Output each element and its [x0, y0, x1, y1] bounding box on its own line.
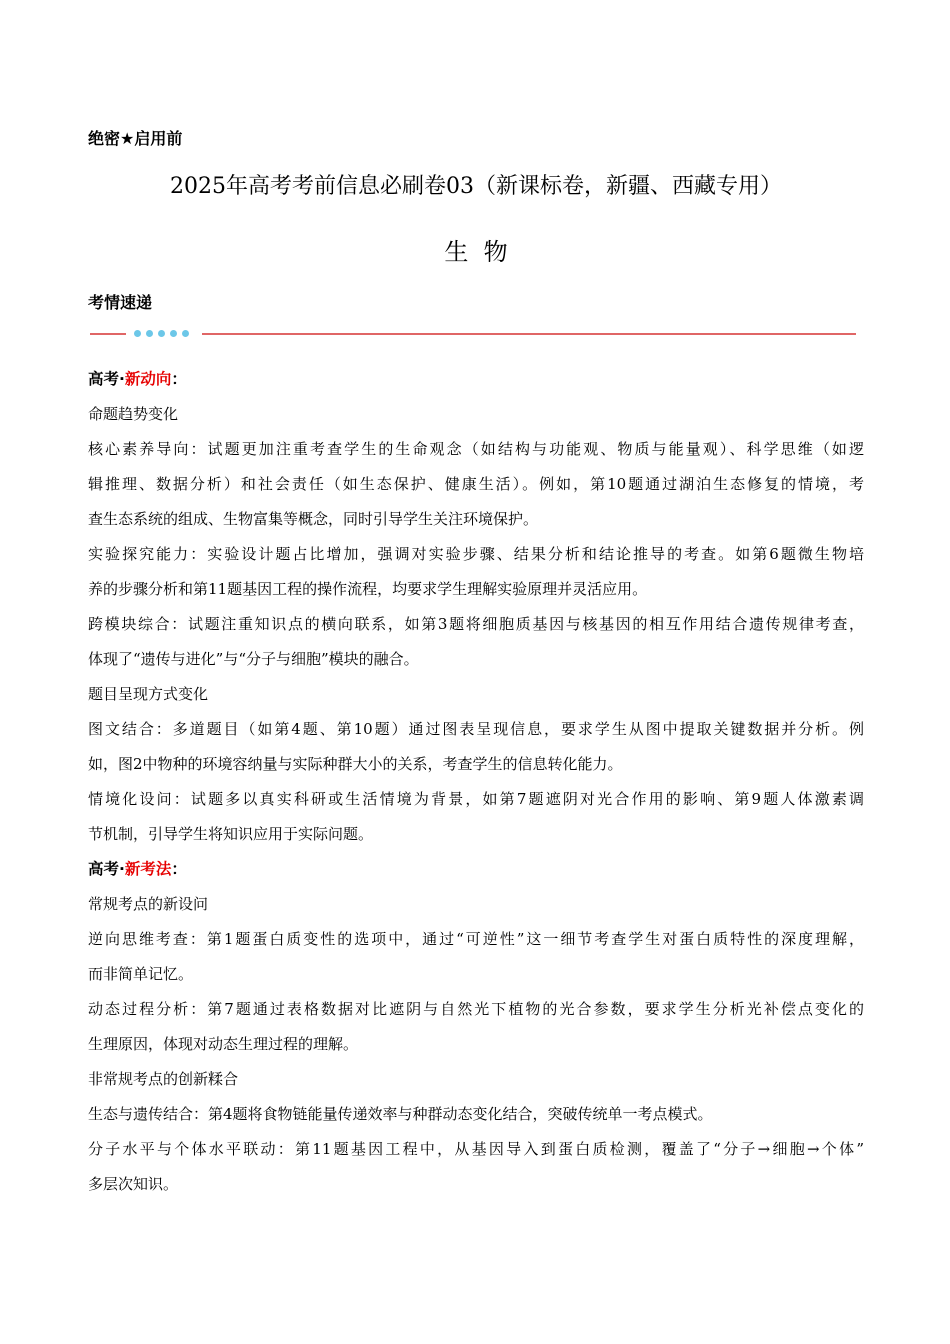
divider-dot [182, 330, 189, 337]
paragraph-line: 跨模块综合：试题注重知识点的横向联系，如第3题将细胞质基因与核基因的相互作用结合遗传规律考查， [88, 615, 864, 633]
paragraph-line: 动态过程分析：第7题通过表格数据对比遮阴与自然光下植物的光合参数，要求学生分析光补偿点变化的 [88, 1000, 864, 1018]
part2-subheading-2: 非常规考点的创新糅合 [88, 1070, 239, 1088]
part2-label-suffix: ： [171, 860, 187, 878]
part1-subheading-1: 命题趋势变化 [88, 405, 179, 423]
part2-label-prefix: 高考· [88, 860, 125, 878]
content-body [88, 362, 864, 1202]
divider-line-left [90, 333, 126, 335]
part2-label [88, 852, 864, 887]
divider-dot [158, 330, 165, 337]
divider-dots [134, 330, 189, 338]
section-heading: 考情速递 [88, 293, 153, 312]
paragraph-line: 核心素养导向：试题更加注重考查学生的生命观念（如结构与功能观、物质与能量观）、科学思维（如逻 [88, 440, 864, 458]
paragraph-line: 而非简单记忆。 [88, 965, 194, 983]
divider-dot [170, 330, 177, 337]
paragraph-line: 查生态系统的组成、生物富集等概念，同时引导学生关注环境保护。 [88, 510, 539, 528]
part1-label-prefix: 高考· [88, 370, 125, 388]
part1-label [88, 362, 864, 397]
paragraph-line: 节机制，引导学生将知识应用于实际问题。 [88, 825, 374, 843]
paragraph-line: 生态与遗传结合：第4题将食物链能量传递效率与种群动态变化结合，突破传统单一考点模式。 [88, 1105, 713, 1123]
paragraph-line: 如，图2中物种的环境容纳量与实际种群大小的关系，考查学生的信息转化能力。 [88, 755, 623, 773]
part2-subheading-1: 常规考点的新设问 [88, 895, 209, 913]
paragraph-line: 养的步骤分析和第11题基因工程的操作流程，均要求学生理解实验原理并灵活应用。 [88, 580, 648, 598]
paragraph-line: 辑推理、数据分析）和社会责任（如生态保护、健康生活）。例如，第10题通过湖泊生态修复的情境，考 [88, 475, 864, 493]
divider-line-right [202, 333, 856, 335]
paragraph-line: 实验探究能力：实验设计题占比增加，强调对实验步骤、结果分析和结论推导的考查。如第6题微生物培 [88, 545, 864, 563]
paragraph-line: 分子水平与个体水平联动：第11题基因工程中，从基因导入到蛋白质检测，覆盖了“分子→细胞→个体” [88, 1140, 864, 1158]
paragraph-line: 生理原因，体现对动态生理过程的理解。 [88, 1035, 359, 1053]
paragraph-line: 情境化设问：试题多以真实科研或生活情境为背景，如第7题遮阴对光合作用的影响、第9题人体激素调 [88, 790, 864, 808]
part1-subheading-2: 题目呈现方式变化 [88, 685, 209, 703]
part1-label-suffix: ： [171, 370, 187, 388]
paragraph-line: 体现了“遗传与进化”与“分子与细胞”模块的融合。 [88, 650, 419, 668]
section-divider [88, 326, 864, 342]
divider-dot [134, 330, 141, 337]
paragraph-line: 逆向思维考查：第1题蛋白质变性的选项中，通过“可逆性”这一细节考查学生对蛋白质特性的深度理解， [88, 930, 864, 948]
divider-dot [146, 330, 153, 337]
paragraph-line: 多层次知识。 [88, 1175, 179, 1193]
paragraph-line: 图文结合：多道题目（如第4题、第10题）通过图表呈现信息，要求学生从图中提取关键数据并分析。例 [88, 720, 864, 738]
document-title: 2025年高考考前信息必刷卷03（新课标卷，新疆、西藏专用） [170, 174, 782, 199]
secret-label: 绝密★启用前 [88, 129, 183, 148]
part2-label-highlight: 新考法 [124, 860, 172, 878]
subject-title: 生 物 [444, 238, 508, 266]
part1-label-highlight: 新动向 [124, 370, 172, 388]
